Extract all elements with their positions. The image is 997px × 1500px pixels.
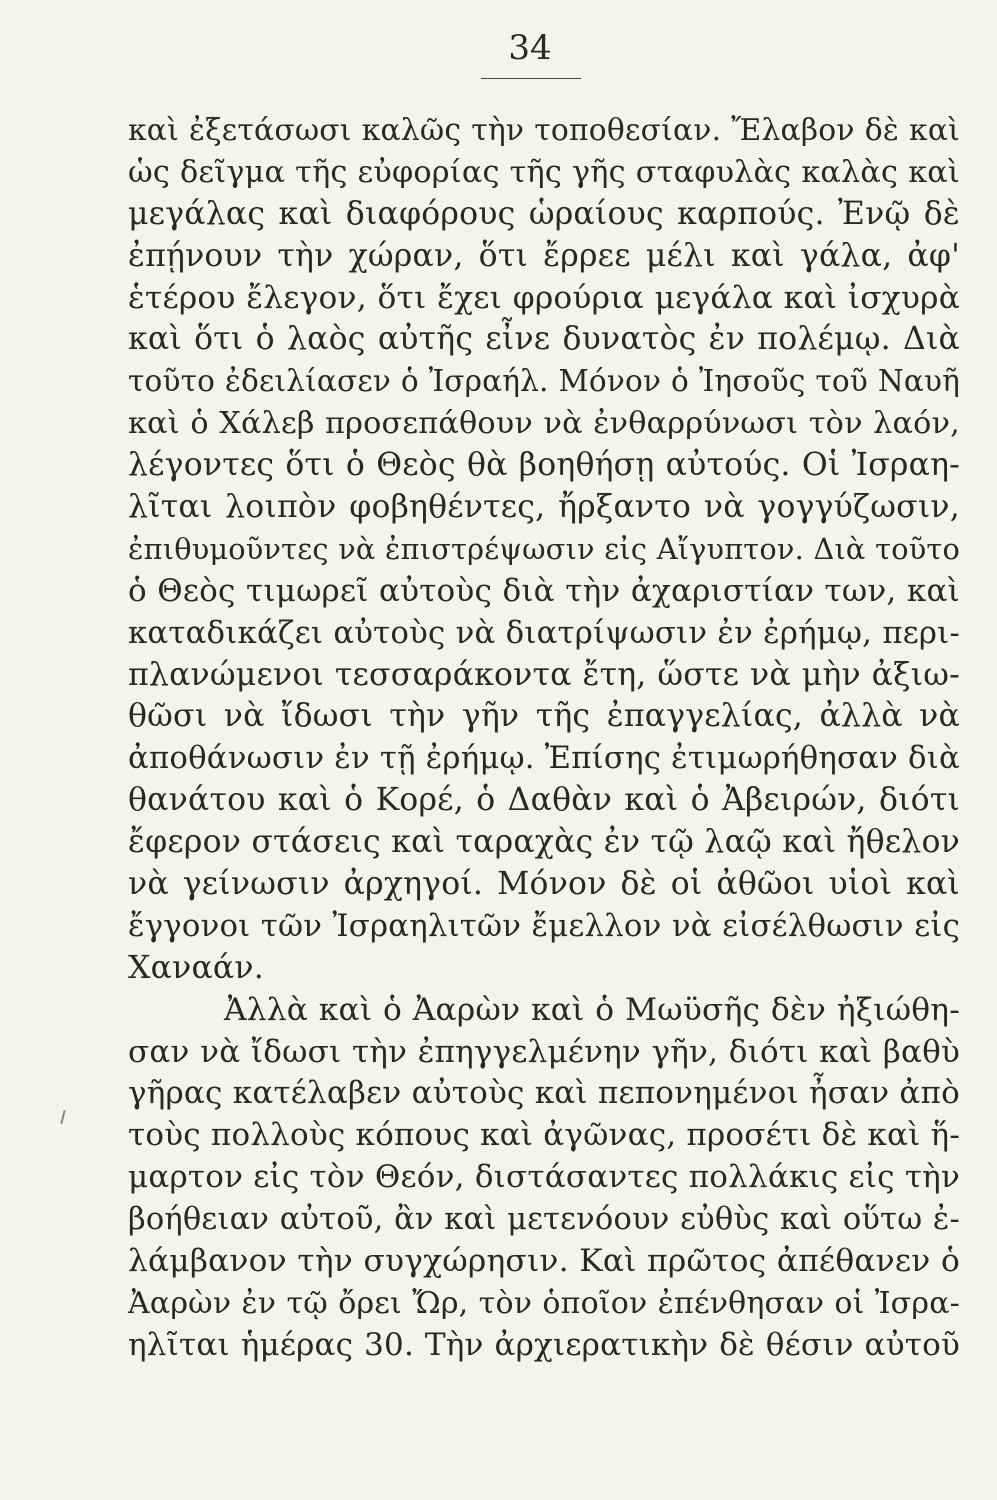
text-line: ἐπιθυμοῦντες νὰ ἐπιστρέψωσιν εἰς Αἴγυπτον. Διὰ τοῦτο <box>128 531 960 566</box>
text-line: ὡς δεῖγμα τῆς εὐφορίας τῆς γῆς σταφυλὰς καλὰς καὶ <box>128 154 960 190</box>
paragraph-start-line: Ἀλλὰ καὶ ὁ Ἀαρὼν καὶ ὁ Μωϋσῆς δὲν ἠξιώθη- <box>224 991 960 1028</box>
text-line: ὁ Θεὸς τιμωρεῖ αὐτοὺς διὰ τὴν ἀχαριστίαν των, καὶ <box>128 572 960 609</box>
paragraph-end-line: Χαναάν. <box>128 949 264 986</box>
ink-speck <box>60 1110 65 1124</box>
text-line: γῆρας κατέλαβεν αὐτοὺς καὶ πεπονημένοι ἦσαν ἀπὸ <box>128 1075 960 1112</box>
text-line: ηλῖται ἡμέρας 30. Τὴν ἀρχιερατικὴν δὲ θέσιν αὐτοῦ <box>128 1326 960 1363</box>
text-line: σαν νὰ ἴδωσι τὴν ἐπηγγελμένην γῆν, διότι καὶ βαθὺ <box>128 1033 960 1070</box>
text-line: Ἀαρὼν ἐν τῷ ὄρει Ὤρ, τὸν ὁποῖον ἐπένθησαν οἱ Ἰσρα- <box>128 1285 960 1321</box>
text-line: θανάτου καὶ ὁ Κορέ, ὁ Δαθὰν καὶ ὁ Ἀβειρών, διότι <box>128 782 960 819</box>
text-line: μαρτον εἰς τὸν Θεόν, διστάσαντες πολλάκις εἰς τὴν <box>128 1159 960 1196</box>
text-line: ἐπῄνουν τὴν χώραν, ὅτι ἔρρεε μέλι καὶ γάλα, ἀφ' <box>128 237 960 274</box>
text-line: καὶ ἐξετάσωσι καλῶς τὴν τοποθεσίαν. Ἔλαβον δὲ καὶ <box>128 113 960 148</box>
text-line: καὶ ὅτι ὁ λαὸς αὐτῆς εἶνε δυνατὸς ἐν πολέμῳ. Διὰ <box>128 321 960 358</box>
text-line: ἔφερον στάσεις καὶ ταραχὰς ἐν τῷ λαῷ καὶ ἤθελον <box>128 824 960 861</box>
text-line: τοὺς πολλοὺς κόπους καὶ ἀγῶνας, προσέτι δὲ καὶ ἥ- <box>128 1117 960 1154</box>
text-line: ἔγγονοι τῶν Ἰσραηλιτῶν ἔμελλον νὰ εἰσέλθωσιν εἰς <box>128 907 960 944</box>
text-line: ἑτέρου ἔλεγον, ὅτι ἔχει φρούρια μεγάλα καὶ ἰσχυρὰ <box>128 279 960 316</box>
header-rule <box>481 78 581 79</box>
text-line: θῶσι νὰ ἴδωσι τὴν γῆν τῆς ἐπαγγελίας, ἀλλὰ νὰ <box>128 698 960 735</box>
text-line: λάμβανον τὴν συγχώρησιν. Καὶ πρῶτος ἀπέθανεν ὁ <box>128 1243 960 1280</box>
text-line: βοήθειαν αὐτοῦ, ἂν καὶ μετενόουν εὐθὺς καὶ οὕτω ἐ- <box>128 1202 960 1238</box>
text-line: καταδικάζει αὐτοὺς νὰ διατρίψωσιν ἐν ἐρήμῳ, περι- <box>128 614 960 651</box>
text-line: ἀποθάνωσιν ἐν τῇ ἐρήμῳ. Ἐπίσης ἐτιμωρήθησαν διὰ <box>128 740 960 777</box>
text-line: μεγάλας καὶ διαφόρους ὡραίους καρπούς. Ἐνῷ δὲ <box>128 195 960 232</box>
text-line: νὰ γείνωσιν ἀρχηγοί. Μόνον δὲ οἱ ἀθῶοι υἱοὶ καὶ <box>128 866 960 903</box>
text-line: τοῦτο ἐδειλίασεν ὁ Ἰσραήλ. Μόνον ὁ Ἰησοῦς τοῦ Ναυῆ <box>128 364 960 399</box>
text-line: πλανώμενοι τεσσαράκοντα ἔτη, ὥστε νὰ μὴν ἀξιω- <box>128 656 960 693</box>
text-line: καὶ ὁ Χάλεβ προσεπάθουν νὰ ἐνθαρρύνωσι τὸν λαόν, <box>128 406 960 442</box>
body-text <box>128 110 960 1367</box>
text-line: λέγοντες ὅτι ὁ Θεὸς θὰ βοηθήσῃ αὐτούς. Οἱ Ἰσραη- <box>128 447 960 484</box>
text-line: λῖται λοιπὸν φοβηθέντες, ἤρξαντο νὰ γογγύζωσιν, <box>128 489 960 526</box>
page-number: 34 <box>508 28 552 68</box>
